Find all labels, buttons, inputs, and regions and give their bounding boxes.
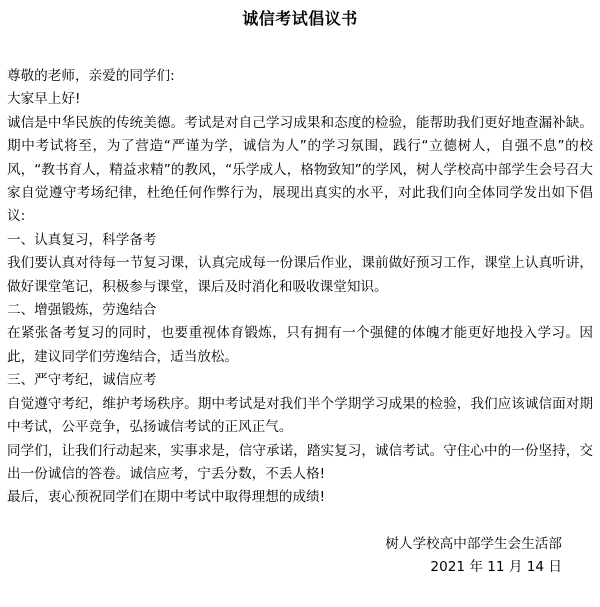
intro-paragraph: 诚信是中华民族的传统美德。考试是对自己学习成果和态度的检验，能帮助我们更好地查漏补缺。期中考试将至，为了营造“严谨为学，诚信为人”的学习氛围，践行“立德树人，自强不息”的校风，“教书育人，精益求精”的教风，“乐学成人，格物致知”的学风，树人学校高中部学生会号召大家自觉遵守考场纪律，杜绝任何作弊行为，展现出真实的水平，对此我们向全体同学发出如下倡议: (7, 114, 593, 225)
signature-org: 树人学校高中部学生会生活部 (385, 536, 562, 552)
section-paragraph: 自觉遵守考纪，维护考场秩序。期中考试是对我们半个学期学习成果的检验，我们应该诚信面对期中考试，公平竞争，弘扬诚信考试的正风正气。 (7, 395, 593, 436)
section-paragraph: 在紧张备考复习的同时，也要重视体育锻炼，只有拥有一个强健的体魄才能更好地投入学习。因此，建议同学们劳逸结合，适当放松。 (7, 325, 593, 365)
wish-line: 最后，衷心预祝同学们在期中考试中取得理想的成绩! (7, 489, 326, 506)
section-heading: 二、增强锻炼，劳逸结合 (7, 302, 157, 319)
greeting-line: 尊敬的老师，亲爱的同学们: (7, 68, 175, 84)
section-paragraph: 我们要认真对待每一节复习课，认真完成每一份课后作业，课前做好预习工作，课堂上认真听讲，做好课堂笔记，积极参与课堂，课后及时消化和吸收课堂知识。 (7, 255, 593, 295)
signature-block (385, 533, 562, 580)
signature-date: 2021 年 11 月 14 日 (430, 559, 562, 576)
section-heading: 一、认真复习，科学备考 (7, 231, 157, 248)
closing-paragraph: 同学们，让我们行动起来，实事求是，信守承诺，踏实复习，诚信考试。守住心中的一份坚持，交出一份诚信的答卷。诚信应考，宁丢分数，不丢人格! (7, 442, 593, 482)
document-body (7, 65, 593, 510)
document-title: 诚信考试倡议书 (242, 9, 358, 28)
hello-line: 大家早上好! (7, 91, 81, 108)
section-heading: 三、严守考纪，诚信应考 (7, 372, 157, 389)
